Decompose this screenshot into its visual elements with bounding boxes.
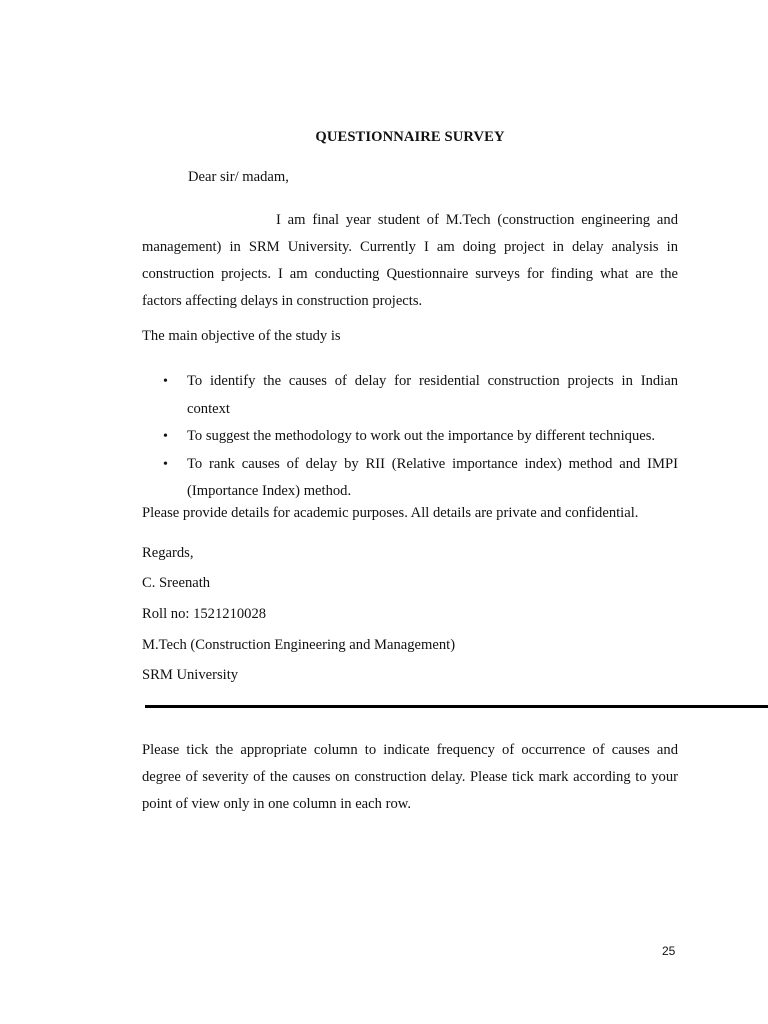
bullet-icon: • (163, 374, 168, 389)
signature-closing: Regards, (142, 545, 194, 561)
objective-text: To rank causes of delay by RII (Relative importance index) method and IMPI (Importance Index) method. (187, 455, 678, 499)
objectives-list (142, 368, 678, 506)
signature-program: M.Tech (Construction Engineering and Management) (142, 637, 456, 653)
list-item (142, 368, 678, 423)
list-item (142, 451, 678, 506)
bullet-icon: • (163, 456, 168, 472)
list-item (142, 423, 678, 451)
signature-name: C. Sreenath (142, 575, 211, 591)
signature-roll: Roll no: 1521210028 (142, 606, 267, 622)
page-number: 25 (662, 944, 676, 958)
salutation: Dear sir/ madam, (188, 169, 289, 185)
privacy-note: Please provide details for academic purposes. All details are private and confidential. (142, 505, 639, 521)
signature-institution: SRM University (142, 667, 239, 683)
horizontal-divider (145, 705, 768, 708)
page-title: QUESTIONNAIRE SURVEY (315, 129, 505, 145)
instructions-paragraph: Please tick the appropriate column to indicate frequency of occurrence of causes and degree of severity of the causes on construction delay. Please tick mark according to your point of view only in one column in each row. (142, 742, 678, 812)
bullet-icon: • (163, 429, 168, 444)
objective-text: To suggest the methodology to work out the importance by different techniques. (187, 428, 656, 444)
intro-paragraph: I am final year student of M.Tech (construction engineering and management) in SRM University. Currently I am doing project in delay analysis in construction projects. I am conducting Questionnaire surveys for finding what are the factors affecting delays in construction projects. (142, 212, 678, 309)
objective-text: To identify the causes of delay for residential construction projects in Indian context (187, 373, 678, 417)
objective-lead: The main objective of the study is (142, 328, 341, 344)
